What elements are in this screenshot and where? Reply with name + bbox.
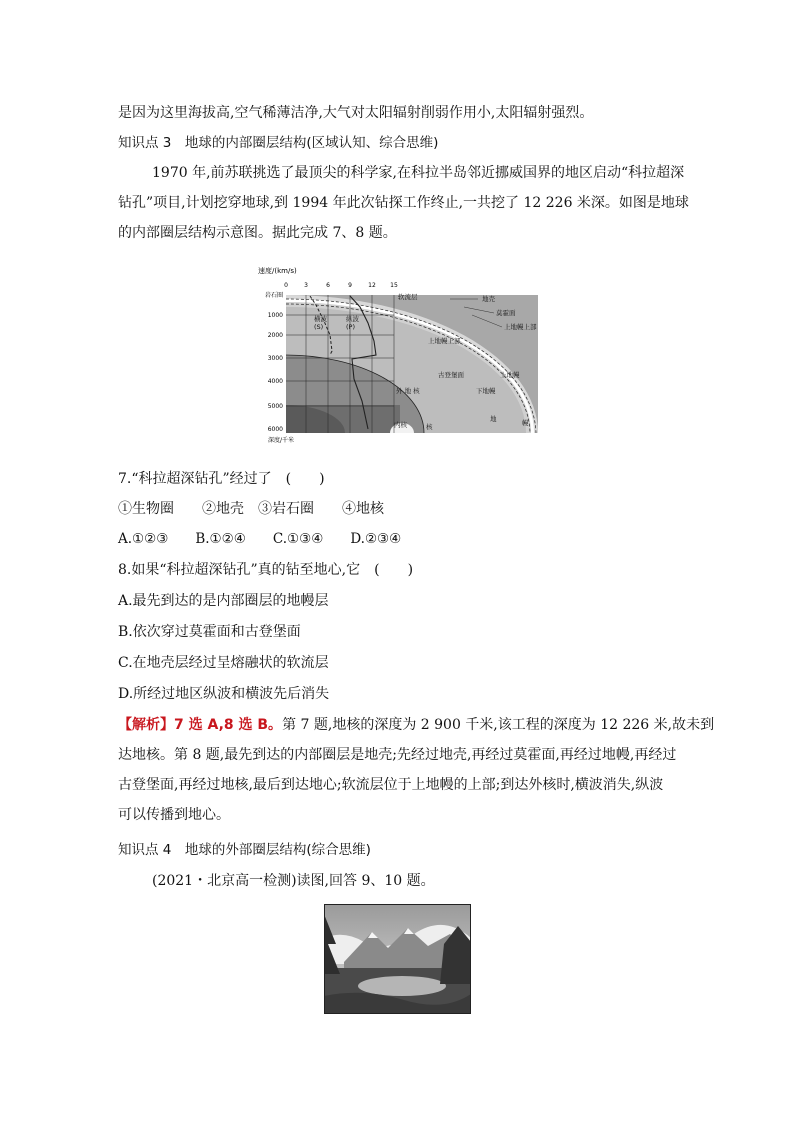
question-7-options: A.①②③ B.①②④ C.①③④ D.②③④ (118, 531, 402, 547)
question-8-stem: 8.如果“科拉超深钻孔”真的钻至地心,它 ( ) (118, 562, 414, 578)
speed-tick: 6 (326, 282, 330, 289)
speed-tick: 12 (368, 282, 376, 289)
asthenosphere-label: 软流层 (398, 293, 418, 301)
depth-tick: 1000 (267, 312, 283, 319)
paragraph-line: 钻孔”项目,计划挖穿地球,到 1994 年此次钻探工作终止,一共挖了 12 226 米深。如图是地球 (118, 195, 689, 211)
analysis-text: 第 7 题,地核的深度为 2 900 千米,该工程的深度为 12 226 米,故未到 (282, 717, 715, 733)
inner-core-label: 内核 (394, 421, 407, 429)
question-8-option-a: A.最先到达的是内部圈层的地幔层 (118, 593, 329, 609)
di-label: 地 (490, 415, 497, 423)
upper-mantle-label-2: 上地幔 (500, 371, 520, 379)
depth-tick: 4000 (267, 378, 283, 385)
mountain-lake-photo (324, 904, 471, 1014)
depth-tick: 2000 (267, 332, 283, 339)
upper-mantle-top-label: 上地幔上部 (504, 323, 537, 331)
upper-mantle-label: 上地幔上部 (428, 337, 461, 345)
analysis-line-4: 可以传播到地心。 (118, 807, 230, 823)
analysis-line-3: 古登堡面,再经过地核,最后到达地心;软流层位于上地幔的上部;到达外核时,横波消失,纵波 (118, 777, 664, 793)
speed-axis-title: 速度/(km/s) (258, 267, 297, 275)
lithosphere-label: 岩石圈 (264, 292, 283, 299)
question-8-option-c: C.在地壳层经过呈熔融状的软流层 (118, 655, 329, 671)
question-8-option-d: D.所经过地区纵波和横波先后消失 (118, 686, 330, 702)
man-label: 幔 (522, 419, 529, 427)
depth-axis-title: 深度/千米 (268, 437, 295, 443)
p-wave-label: 纵波(P) (346, 315, 359, 331)
depth-tick: 6000 (267, 426, 283, 433)
s-wave-label: 横波(S) (314, 315, 327, 331)
speed-tick: 0 (284, 282, 288, 289)
speed-tick: 9 (348, 282, 352, 289)
text-line: 是因为这里海拔高,空气稀薄洁净,大气对太阳辐射削弱作用小,太阳辐射强烈。 (118, 105, 594, 121)
moho-label: 莫霍面 (496, 309, 516, 317)
core-label: 核 (426, 423, 433, 431)
question-7-items: ①生物圈 ②地壳 ③岩石圈 ④地核 (118, 501, 384, 517)
depth-tick: 5000 (267, 403, 283, 410)
speed-tick: 15 (390, 282, 398, 289)
lower-mantle-label: 下地幔 (476, 387, 496, 395)
section-heading-kp4: 知识点 4 地球的外部圈层结构(综合思维) (118, 842, 371, 858)
outer-core-label: 外 地 核 (396, 387, 420, 395)
paragraph-line: (2021・北京高一检测)读图,回答 9、10 题。 (152, 873, 435, 889)
earth-interior-diagram (250, 263, 550, 443)
speed-tick: 3 (304, 282, 308, 289)
analysis-tag: 【解析】7 选 A,8 选 B。 (118, 717, 283, 733)
gutenberg-label: 古登堡面 (438, 371, 464, 379)
paragraph-line: 的内部圈层结构示意图。据此完成 7、8 题。 (118, 225, 397, 241)
depth-tick: 3000 (267, 355, 283, 362)
question-7-stem: 7.“科拉超深钻孔”经过了 ( ) (118, 471, 325, 487)
section-heading-kp3: 知识点 3 地球的内部圈层结构(区域认知、综合思维) (118, 135, 439, 151)
question-8-option-b: B.依次穿过莫霍面和古登堡面 (118, 624, 301, 640)
crust-label: 地壳 (482, 295, 495, 303)
analysis-line-2: 达地核。第 8 题,最先到达的内部圈层是地壳;先经过地壳,再经过莫霍面,再经过地幔,再经过 (118, 747, 677, 763)
analysis-line-1 (118, 715, 714, 735)
paragraph-line: 1970 年,前苏联挑选了最顶尖的科学家,在科拉半岛邻近挪威国界的地区启动“科拉超深 (152, 165, 685, 181)
